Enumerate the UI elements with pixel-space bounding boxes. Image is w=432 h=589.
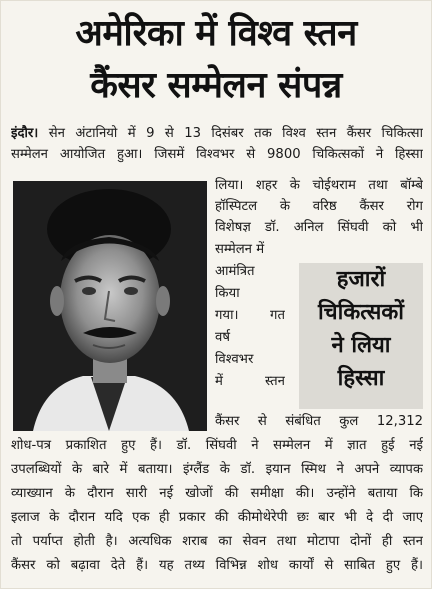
body-line-11: विश्वभर [215,352,254,367]
body-line-17: इलाज के दौरान यदि एक ही प्रकार की कीमोथेरेपी छः बार भी दे दी जाए [11,510,423,525]
headline-line-2: कैंसर सम्मेलन संपन्न [90,65,342,106]
body-line-7: आमंत्रित [215,264,255,279]
body-line-3: लिया। शहर के चोईथराम तथा बॉम्बे [215,178,423,193]
body-line-12: में स्तन [215,374,285,389]
portrait-image [13,181,207,431]
body-text: सेन अंटानियो में 9 से 13 दिसंबर तक विश्व स्तन कैंसर चिकित्सा [48,126,423,141]
doctor-photo [13,181,207,431]
dateline: इंदौर। [11,126,39,141]
body-line-16: व्याख्यान के दौरान सारी नई खोजों की समीक्षा की। उन्होंने बताया कि [11,486,423,501]
body-line-8: किया [215,286,240,301]
pull-quote-line-3: ने लिया [331,333,391,358]
body-line-6: सम्मेलन में [215,242,265,257]
headline-line-1: अमेरिका में विश्व स्तन [75,13,357,54]
body-line-15: उपलब्धियों के बारे में बताया। इंग्लैंड के डॉ. इयान स्मिथ ने अपने व्यापक [11,462,423,477]
body-line-10: वर्ष [215,330,230,345]
body-line-1 [11,125,423,143]
body-line-18: तो पर्याप्त होती है। अत्यधिक शराब का सेवन तथा मोटापा दोनों ही स्तन [11,534,423,549]
body-line-4: हॉस्पिटल के वरिष्ठ कैंसर रोग [215,199,423,214]
body-line-13: कैंसर से संबंधित कुल 12,312 [215,414,423,429]
pull-quote-line-4: हिस्सा [337,366,385,391]
body-line-9: गया। गत [215,308,285,323]
body-line-14: शोध-पत्र प्रकाशित हुए हैं। डॉ. सिंघवी ने सम्मेलन में ज्ञात हुई नई [11,438,423,453]
body-line-5: विशेषज्ञ डॉ. अनिल सिंघवी को भी [215,220,423,235]
body-line-2: सम्मेलन आयोजित हुआ। जिसमें विश्वभर से 9800 चिकित्सकों ने हिस्सा [11,147,423,162]
pull-quote-line-1: हजारों [336,267,386,292]
body-line-19: कैंसर को बढ़ावा देते हैं। यह तथ्य विभिन्न शोध कार्यों से साबित हुए हैं। [11,558,423,573]
pull-quote-line-2: चिकित्सकों [317,300,405,325]
pull-quote [299,263,423,409]
